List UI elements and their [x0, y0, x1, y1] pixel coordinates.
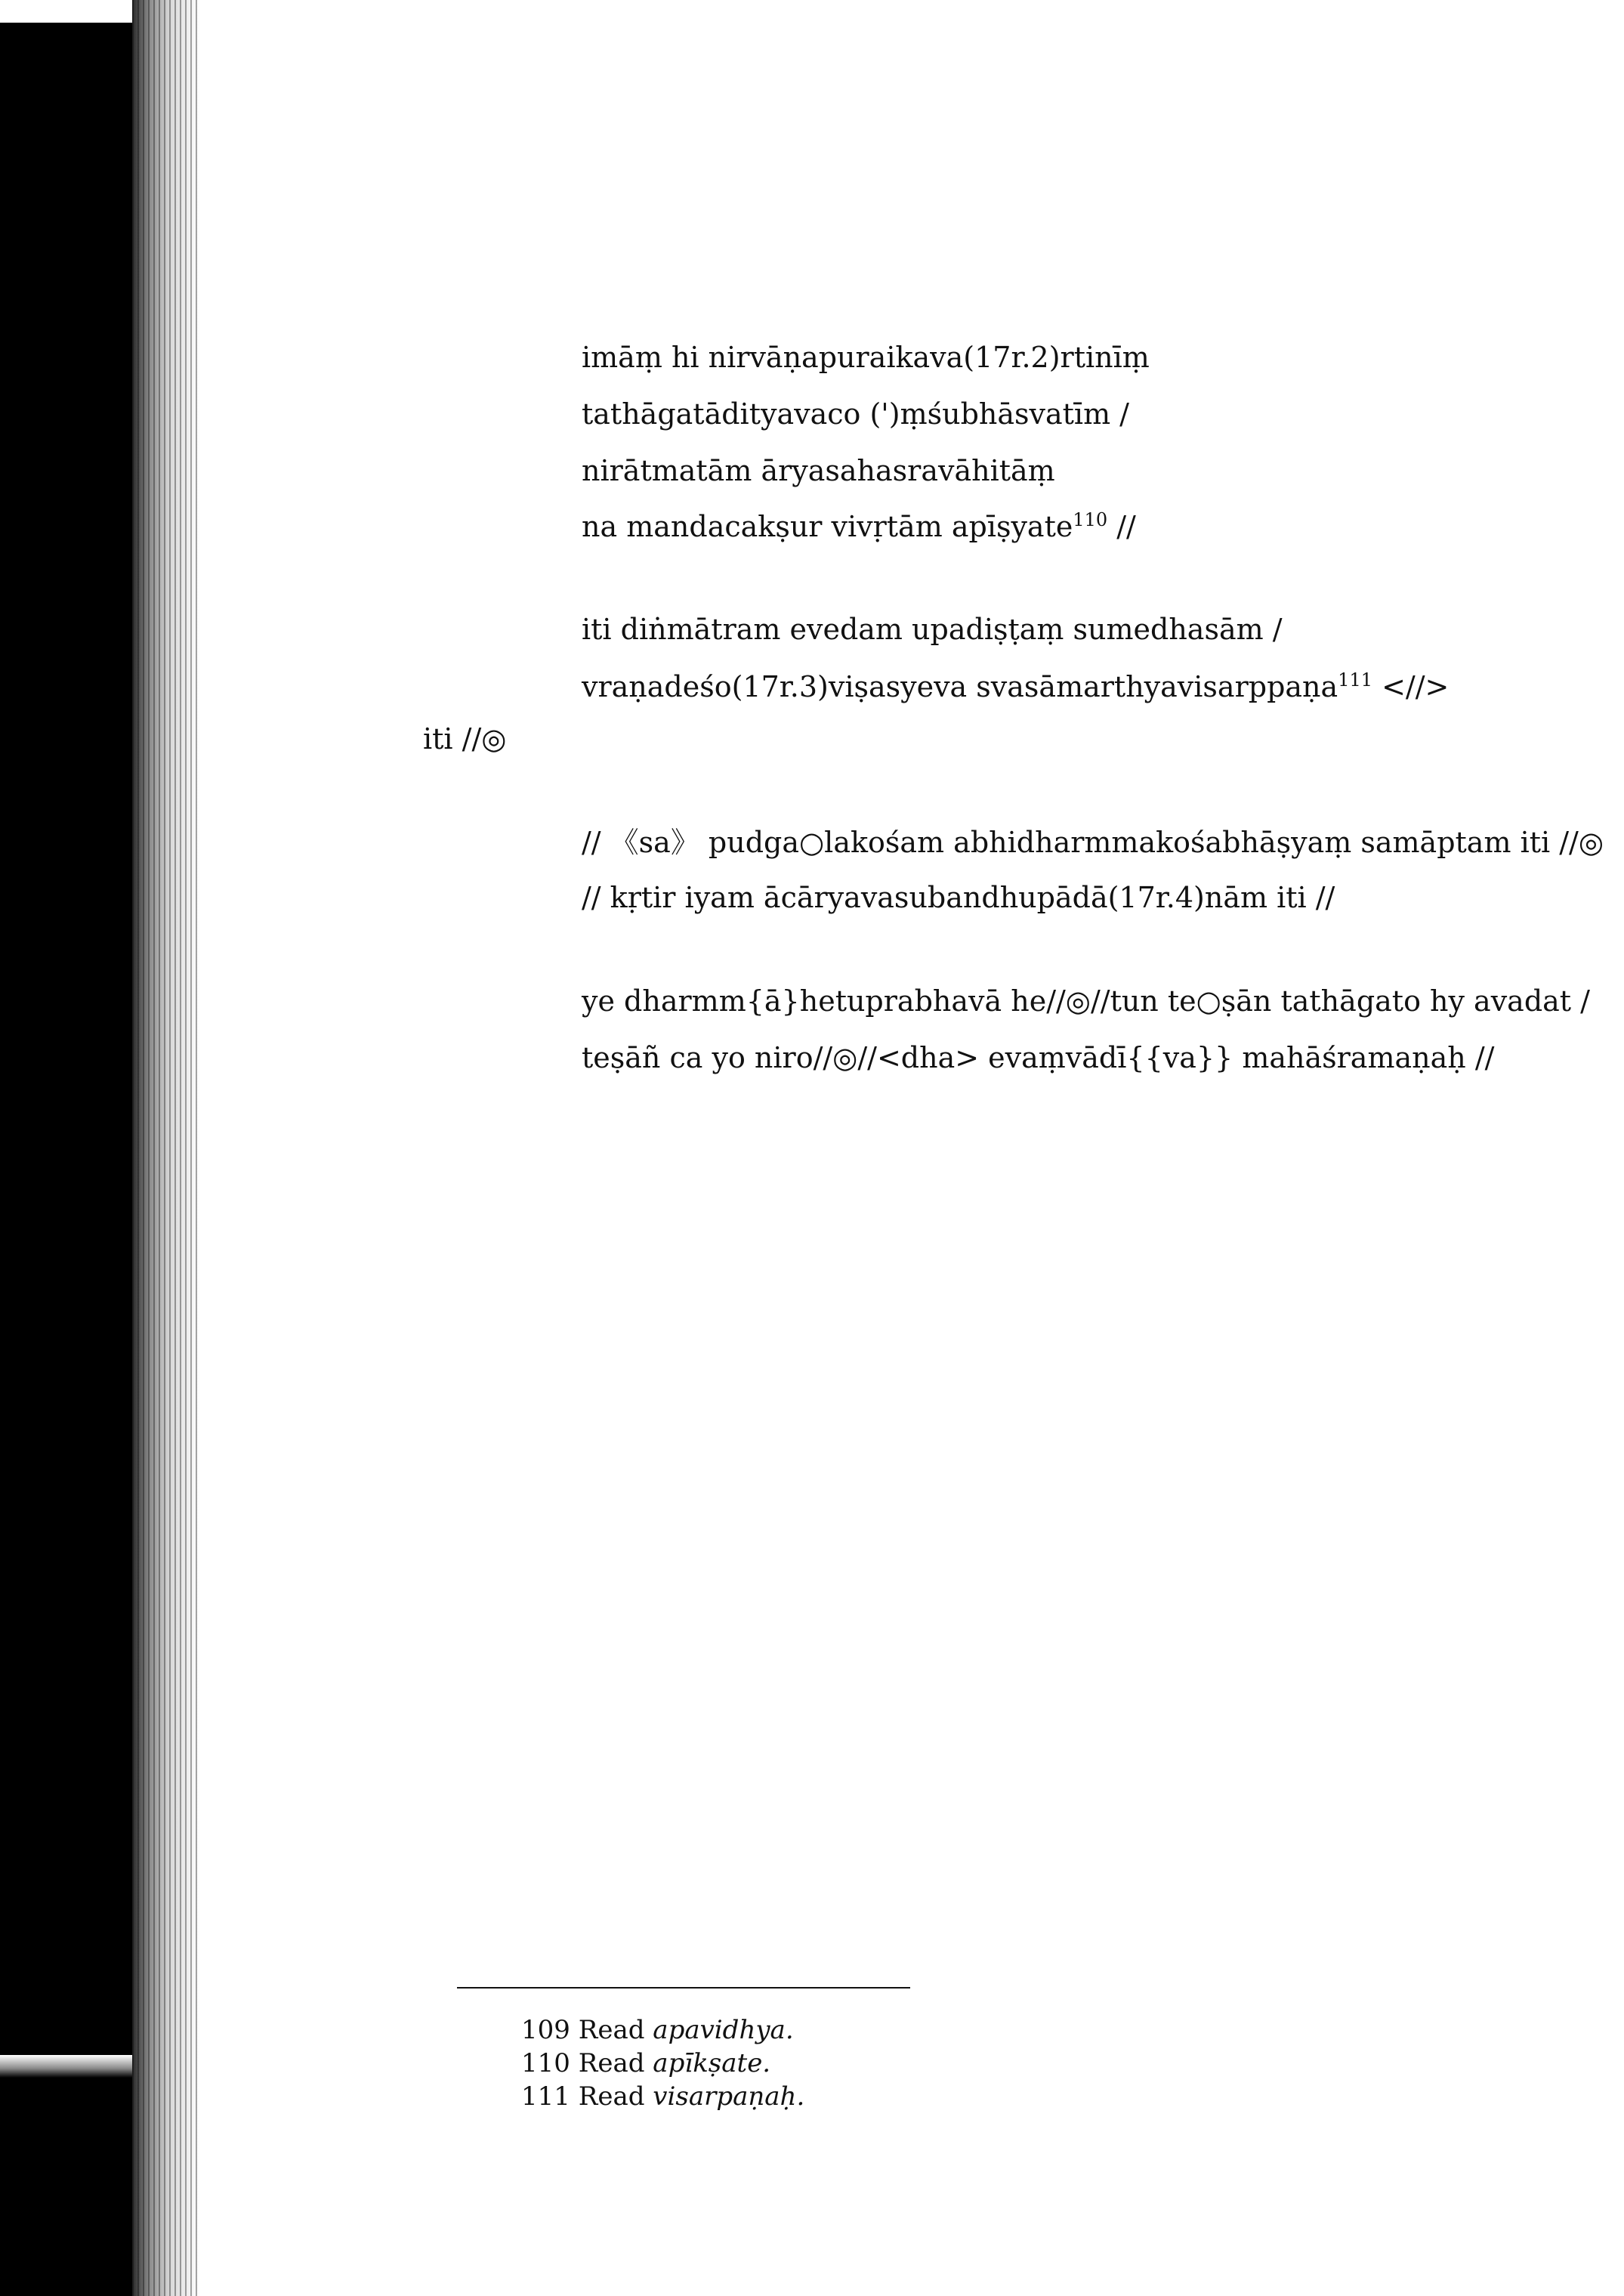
couplet-line-1: iti diṅmātram evedam upadiṣṭaṃ sumedhasām /	[582, 613, 1283, 646]
footnote-term: apīkṣate.	[653, 2048, 771, 2078]
verse-line-2: tathāgatādityavaco (')ṃśubhāsvatīm /	[582, 397, 1129, 431]
scan-binding-shadow	[0, 0, 132, 2296]
verse-line-4	[582, 508, 1136, 545]
scan-binding-stripes	[132, 0, 200, 2296]
verse-line-3: nirātmatām āryasahasravāhitāṃ	[582, 454, 1055, 487]
dharani-line-2: teṣāñ ca yo niro//◎//<dha> evaṃvādī{{va}} mahāśramaṇaḥ //	[582, 1041, 1495, 1074]
scan-bottom-margin	[0, 2055, 132, 2078]
footnote-number: 109	[521, 2015, 570, 2045]
couplet-line-2-text: vraṇadeśo(17r.3)viṣasyeva svasāmarthyavisarppaṇa	[582, 670, 1338, 703]
iti-line: iti //◎	[423, 722, 507, 756]
couplet-line-2	[582, 668, 1449, 706]
footnote-number: 110	[521, 2048, 570, 2078]
footnote-110	[521, 2045, 770, 2081]
scan-top-margin	[0, 0, 132, 23]
dharani-line-1: ye dharmm{ā}hetuprabhavā he//◎//tun te○ṣān tathāgato hy avadat /	[582, 984, 1590, 1018]
colophon-line-2: // kṛtir iyam ācāryavasubandhupādā(17r.4)nām iti //	[582, 881, 1335, 914]
footnote-109	[521, 2012, 794, 2048]
footnote-read: Read	[578, 2081, 645, 2112]
verse-line-4-end: //	[1107, 510, 1136, 543]
footnote-read: Read	[578, 2015, 645, 2045]
couplet-line-2-end: <//>	[1372, 670, 1450, 703]
colophon-line-1: // 《sa》 pudga○lakośam abhidharmmakośabhāṣyaṃ samāptam iti //◎	[582, 826, 1604, 859]
footnote-ref-110: 110	[1073, 509, 1108, 530]
footnote-term: visarpaṇaḥ.	[653, 2081, 805, 2112]
footnote-term: apavidhya.	[653, 2015, 794, 2045]
footnote-ref-111: 111	[1338, 669, 1372, 691]
footnote-read: Read	[578, 2048, 645, 2078]
verse-line-4-text: na mandacakṣur vivṛtām apīṣyate	[582, 510, 1073, 543]
footnote-111	[521, 2078, 804, 2115]
footnote-rule	[457, 1987, 910, 1989]
verse-line-1: imāṃ hi nirvāṇapuraikava(17r.2)rtinīṃ	[582, 341, 1150, 374]
footnote-number: 111	[521, 2081, 570, 2112]
